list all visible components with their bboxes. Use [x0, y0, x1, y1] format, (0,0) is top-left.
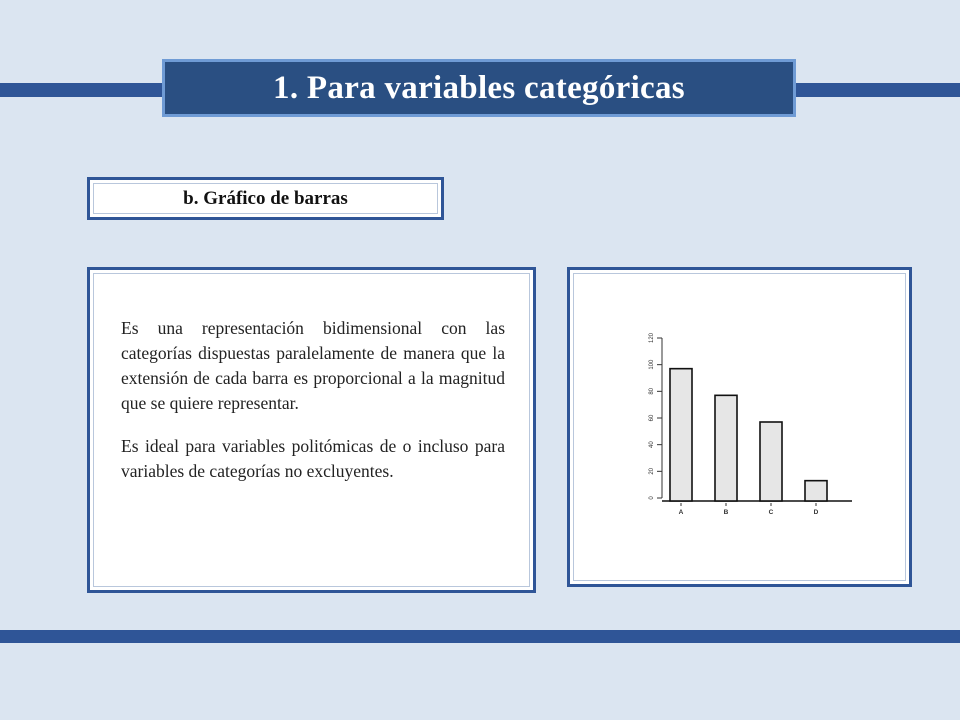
bar	[760, 422, 782, 501]
y-tick-label: 100	[649, 359, 655, 370]
bar	[805, 481, 827, 501]
text-content	[121, 316, 505, 502]
slide-title: 1. Para variables categóricas	[273, 69, 685, 106]
bottom-rule	[0, 630, 960, 643]
y-tick-label: 80	[649, 387, 655, 395]
x-tick-label: D	[813, 509, 819, 516]
y-tick-label: 0	[649, 496, 655, 500]
y-tick-label: 20	[649, 467, 655, 475]
x-tick-label: C	[768, 509, 774, 516]
paragraph-2: Es ideal para variables politómicas de o incluso para variables de categorías no excluyentes.	[121, 436, 505, 481]
subtitle-box	[87, 177, 444, 220]
title-rule-right	[796, 83, 960, 97]
y-tick-label: 40	[649, 441, 655, 449]
title-rule-left	[0, 83, 165, 97]
subtitle-label: b. Gráfico de barras	[183, 187, 348, 209]
x-tick-label: A	[678, 509, 684, 516]
bar	[715, 395, 737, 501]
paragraph-1: Es una representación bidimensional con las categorías dispuestas paralelamente de manera que la extensión de cada barra es proporcional a la magnitud que se quiere representar.	[121, 318, 505, 413]
y-tick-label: 60	[649, 414, 655, 422]
text-panel	[87, 267, 536, 593]
x-tick-label: B	[723, 509, 729, 516]
chart-panel	[567, 267, 912, 587]
slide-title-box	[162, 59, 796, 117]
bar	[670, 369, 692, 501]
bar-chart	[570, 270, 915, 590]
y-tick-label: 120	[649, 332, 655, 344]
